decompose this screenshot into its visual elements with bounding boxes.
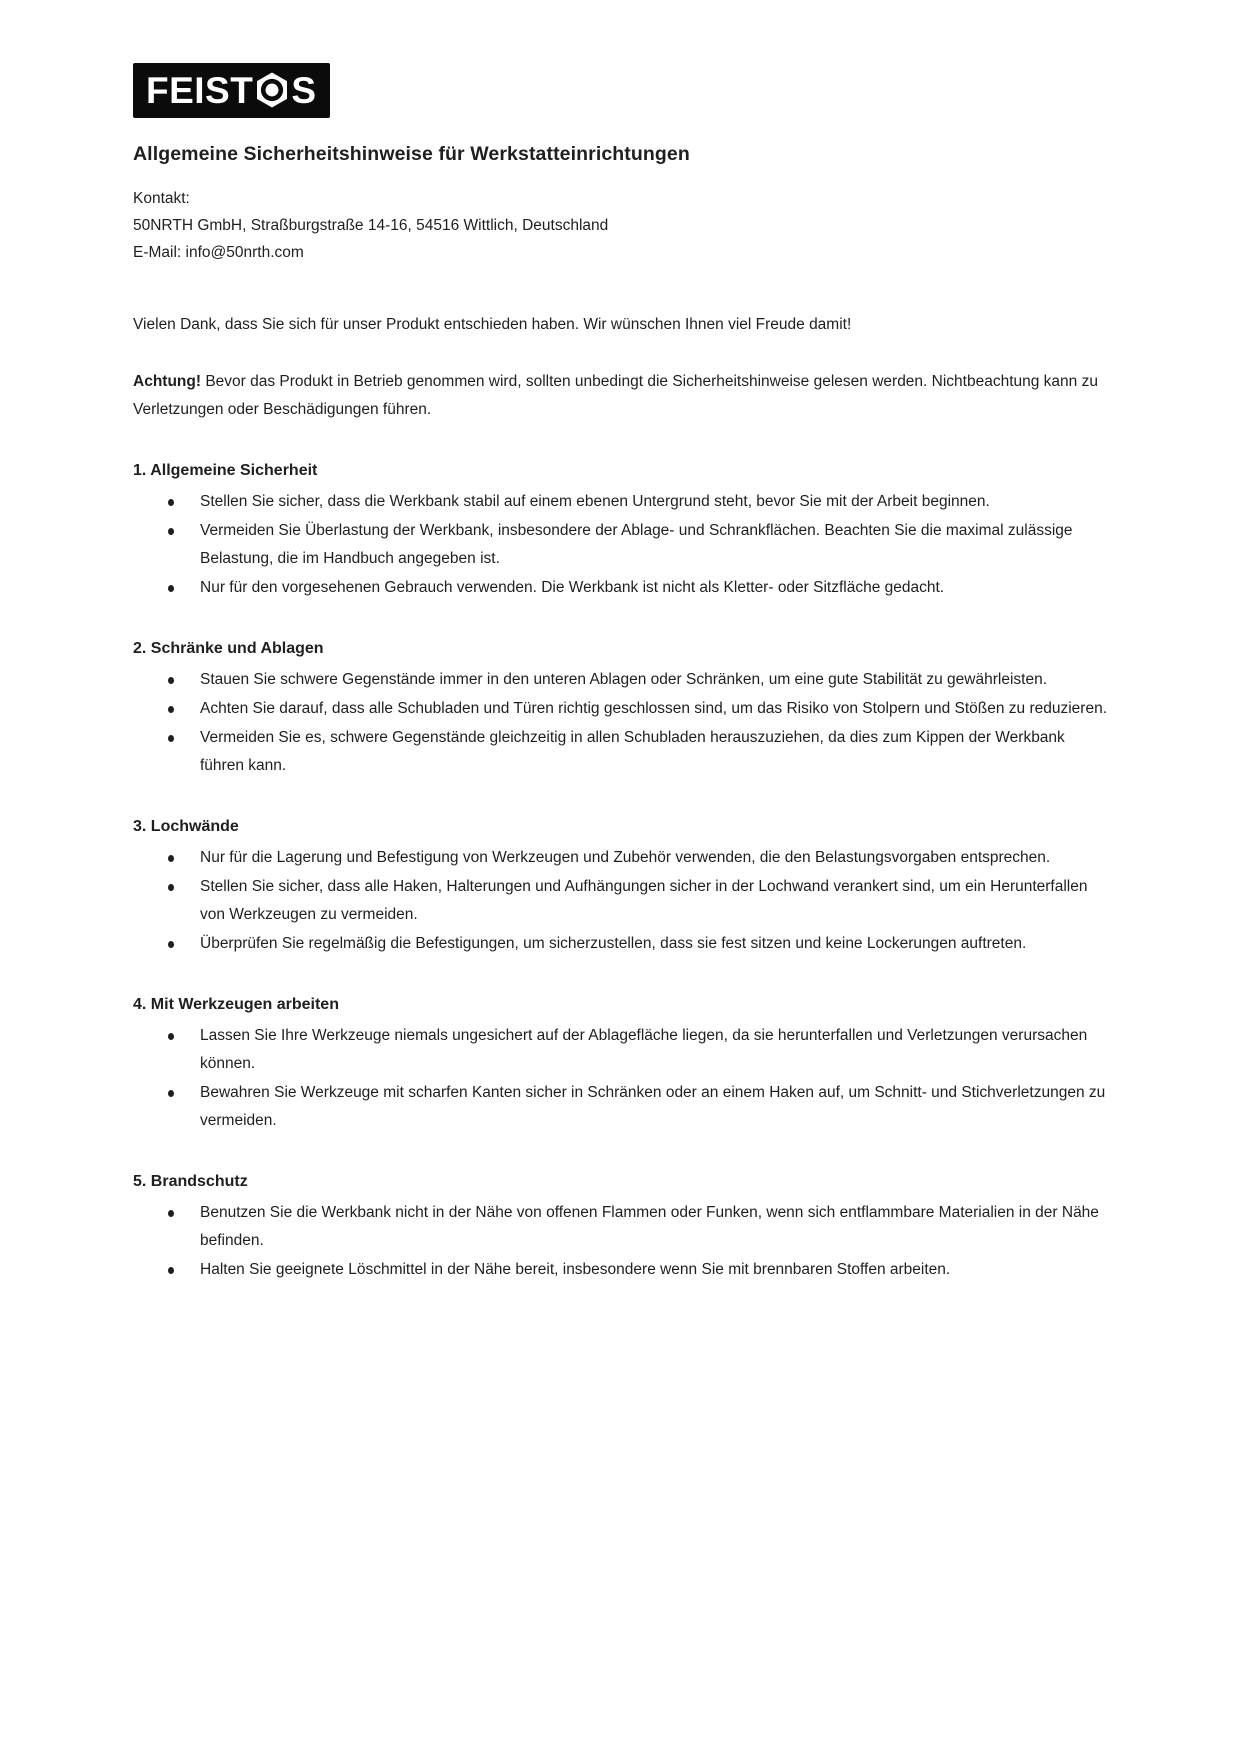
bullet-text: Benutzen Sie die Werkbank nicht in der Nähe von offenen Flammen oder Funken, wenn sich entflammbare Materialien in der Nähe befinden. xyxy=(200,1204,1099,1249)
section-mit-werkzeugen-arbeiten xyxy=(133,993,1113,1135)
bullet-text: Vermeiden Sie es, schwere Gegenstände gleichzeitig in allen Schubladen herauszuziehen, da dies zum Kippen der Werkbank führen kann. xyxy=(200,729,1065,774)
bullet-list xyxy=(133,1022,1113,1135)
contact-block xyxy=(133,185,1113,266)
bullet-dot-icon xyxy=(168,884,174,891)
section-brandschutz xyxy=(133,1170,1113,1284)
thanks-paragraph: Vielen Dank, dass Sie sich für unser Produkt entschieden haben. Wir wünschen Ihnen viel Freude damit! xyxy=(133,316,852,333)
bullet-list xyxy=(133,488,1113,602)
bullet-dot-icon xyxy=(168,1210,174,1217)
bullet-dot-icon xyxy=(168,1267,174,1274)
list-item xyxy=(133,488,1113,516)
bullet-text: Nur für den vorgesehenen Gebrauch verwenden. Die Werkbank ist nicht als Kletter- oder Sitzfläche gedacht. xyxy=(200,579,945,596)
warning-text: Bevor das Produkt in Betrieb genommen wird, sollten unbedingt die Sicherheitshinweise gelesen werden. Nichtbeachtung kann zu Verletzungen oder Beschädigungen führen. xyxy=(133,373,1098,418)
list-item xyxy=(133,517,1113,573)
list-item xyxy=(133,873,1113,929)
section-heading: 3. Lochwände xyxy=(133,818,239,835)
bullet-text: Stellen Sie sicher, dass alle Haken, Halterungen und Aufhängungen sicher in der Lochwand verankert sind, um ein Herunterfallen von Werkzeugen zu vermeiden. xyxy=(200,878,1088,923)
document-content xyxy=(133,63,1113,1284)
bullet-text: Vermeiden Sie Überlastung der Werkbank, insbesondere der Ablage- und Schrankflächen. Beachten Sie die maximal zulässige Belastung, die im Handbuch angegeben ist. xyxy=(200,522,1073,567)
logo-text-left: FEIST xyxy=(146,69,254,111)
section-heading: 1. Allgemeine Sicherheit xyxy=(133,462,318,479)
list-item xyxy=(133,666,1113,694)
feistos-logo xyxy=(133,63,330,118)
bullet-text: Lassen Sie Ihre Werkzeuge niemals ungesichert auf der Ablagefläche liegen, da sie herunterfallen und Verletzungen verursachen können. xyxy=(200,1027,1088,1072)
bullet-list xyxy=(133,1199,1113,1284)
warning-label: Achtung! xyxy=(133,373,202,390)
list-item xyxy=(133,724,1113,780)
list-item xyxy=(133,1022,1113,1078)
contact-email: E-Mail: info@50nrth.com xyxy=(133,244,304,261)
section-heading: 2. Schränke und Ablagen xyxy=(133,640,324,657)
bullet-list xyxy=(133,666,1113,780)
contact-address: 50NRTH GmbH, Straßburgstraße 14-16, 54516 Wittlich, Deutschland xyxy=(133,217,609,234)
bullet-dot-icon xyxy=(168,1090,174,1097)
list-item xyxy=(133,695,1113,723)
list-item xyxy=(133,1256,1113,1284)
logo-text-right: S xyxy=(291,69,317,111)
bullet-dot-icon xyxy=(168,499,174,506)
bullet-text: Stellen Sie sicher, dass die Werkbank stabil auf einem ebenen Untergrund steht, bevor Sie mit der Arbeit beginnen. xyxy=(200,493,990,510)
bullet-text: Stauen Sie schwere Gegenstände immer in den unteren Ablagen oder Schränken, um eine gute Stabilität zu gewährleisten. xyxy=(200,671,1047,688)
bullet-dot-icon xyxy=(168,585,174,592)
bullet-dot-icon xyxy=(168,855,174,862)
section-heading: 5. Brandschutz xyxy=(133,1173,248,1190)
list-item xyxy=(133,574,1113,602)
section-allgemeine-sicherheit xyxy=(133,459,1113,602)
list-item xyxy=(133,1079,1113,1135)
bullet-dot-icon xyxy=(168,706,174,713)
bullet-dot-icon xyxy=(168,1033,174,1040)
contact-label: Kontakt: xyxy=(133,190,190,207)
section-lochwaende xyxy=(133,815,1113,958)
bullet-text: Überprüfen Sie regelmäßig die Befestigungen, um sicherzustellen, dass sie fest sitzen und keine Lockerungen auftreten. xyxy=(200,935,1027,952)
warning-paragraph xyxy=(133,368,1113,424)
section-heading: 4. Mit Werkzeugen arbeiten xyxy=(133,996,339,1013)
list-item xyxy=(133,930,1113,958)
bullet-dot-icon xyxy=(168,528,174,535)
bullet-text: Halten Sie geeignete Löschmittel in der Nähe bereit, insbesondere wenn Sie mit brennbaren Stoffen arbeiten. xyxy=(200,1261,951,1278)
bullet-dot-icon xyxy=(168,677,174,684)
bullet-dot-icon xyxy=(168,735,174,742)
list-item xyxy=(133,844,1113,872)
bullet-dot-icon xyxy=(168,941,174,948)
section-schraenke-und-ablagen xyxy=(133,637,1113,780)
bullet-text: Achten Sie darauf, dass alle Schubladen und Türen richtig geschlossen sind, um das Risiko von Stolpern und Stößen zu reduzieren. xyxy=(200,700,1107,717)
page-title: Allgemeine Sicherheitshinweise für Werkstatteinrichtungen xyxy=(133,143,690,165)
bullet-list xyxy=(133,844,1113,958)
bullet-text: Bewahren Sie Werkzeuge mit scharfen Kanten sicher in Schränken oder an einem Haken auf, um Schnitt- und Stichverletzungen zu vermeiden. xyxy=(200,1084,1106,1129)
hex-nut-icon xyxy=(254,71,290,109)
list-item xyxy=(133,1199,1113,1255)
bullet-text: Nur für die Lagerung und Befestigung von Werkzeugen und Zubehör verwenden, die den Belastungsvorgaben entsprechen. xyxy=(200,849,1051,866)
